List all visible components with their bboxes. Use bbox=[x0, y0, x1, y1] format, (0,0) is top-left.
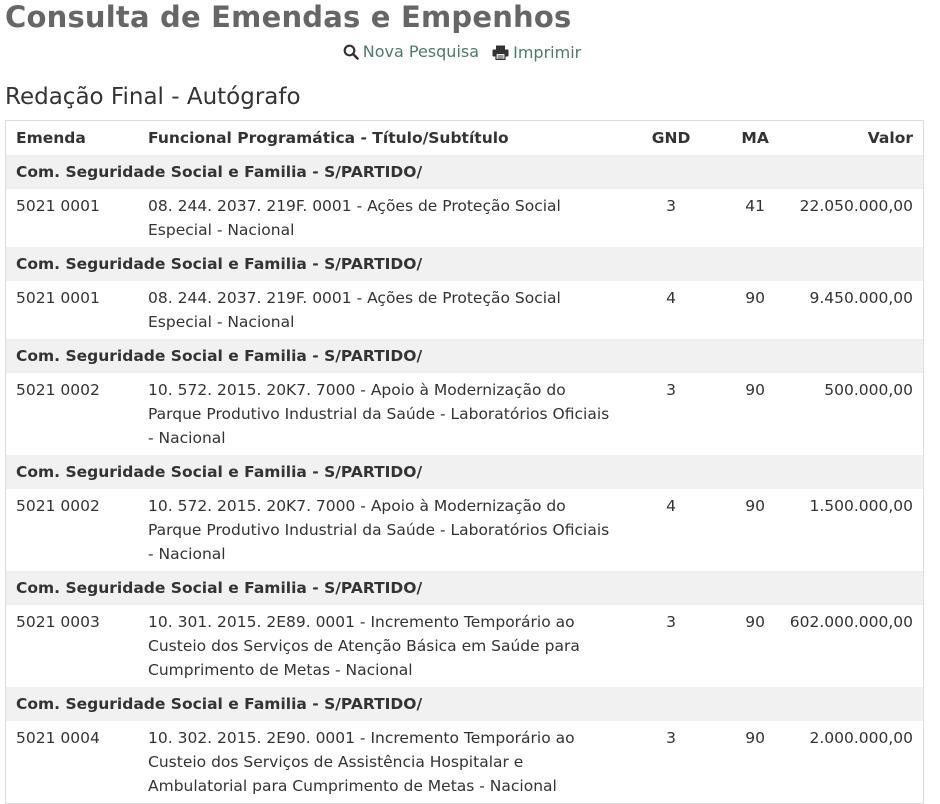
cell-valor: 1.500.000,00 bbox=[809, 497, 913, 515]
group-label: Com. Seguridade Social e Familia - S/PARTIDO/ bbox=[6, 455, 923, 489]
cell-valor: 22.050.000,00 bbox=[799, 197, 913, 215]
action-links bbox=[0, 42, 924, 64]
group-row bbox=[6, 155, 923, 189]
cell-funcional: 08. 244. 2037. 219F. 0001 - Ações de Proteção Social Especial - Nacional bbox=[148, 197, 561, 239]
group-row bbox=[6, 571, 923, 605]
header-emenda: Emenda bbox=[16, 129, 86, 147]
cell-funcional: 10. 572. 2015. 20K7. 7000 - Apoio à Modernização do Parque Produtivo Industrial da Saúde - Laboratórios Oficiais - Nacional bbox=[148, 497, 610, 563]
emendas-table-container bbox=[5, 120, 924, 804]
cell-valor: 500.000,00 bbox=[824, 381, 913, 399]
cell-ma: 90 bbox=[745, 289, 765, 307]
cell-emenda: 5021 0004 bbox=[16, 729, 100, 747]
table-header-row bbox=[6, 121, 923, 155]
table-row bbox=[6, 721, 923, 803]
group-label: Com. Seguridade Social e Familia - S/PARTIDO/ bbox=[6, 339, 923, 373]
cell-gnd: 3 bbox=[666, 613, 677, 631]
cell-emenda: 5021 0003 bbox=[16, 613, 100, 631]
group-row bbox=[6, 455, 923, 489]
emendas-table bbox=[6, 121, 923, 803]
group-row bbox=[6, 247, 923, 281]
group-label: Com. Seguridade Social e Familia - S/PARTIDO/ bbox=[6, 571, 923, 605]
cell-emenda: 5021 0001 bbox=[16, 289, 100, 307]
group-row bbox=[6, 339, 923, 373]
cell-funcional: 10. 301. 2015. 2E89. 0001 - Incremento Temporário ao Custeio dos Serviços de Atenção Básica em Saúde para Cumprimento de Metas - Nacional bbox=[148, 613, 580, 679]
section-title: Redação Final - Autógrafo bbox=[5, 84, 301, 110]
cell-valor: 9.450.000,00 bbox=[809, 289, 913, 307]
table-row bbox=[6, 373, 923, 455]
group-label: Com. Seguridade Social e Familia - S/PARTIDO/ bbox=[6, 155, 923, 189]
table-row bbox=[6, 605, 923, 687]
print-label: Imprimir bbox=[513, 42, 582, 62]
cell-gnd: 3 bbox=[666, 729, 677, 747]
cell-funcional: 10. 572. 2015. 20K7. 7000 - Apoio à Modernização do Parque Produtivo Industrial da Saúde - Laboratórios Oficiais - Nacional bbox=[148, 381, 610, 447]
group-label: Com. Seguridade Social e Familia - S/PARTIDO/ bbox=[6, 247, 923, 281]
header-valor: Valor bbox=[867, 129, 913, 147]
cell-ma: 90 bbox=[745, 729, 765, 747]
search-icon bbox=[343, 44, 359, 60]
cell-ma: 90 bbox=[745, 497, 765, 515]
page-title: Consulta de Emendas e Empenhos bbox=[5, 0, 572, 34]
group-row bbox=[6, 687, 923, 721]
cell-funcional: 10. 302. 2015. 2E90. 0001 - Incremento Temporário ao Custeio dos Serviços de Assistência Hospitalar e Ambulatorial para Cumprimento de Metas - Nacional bbox=[148, 729, 575, 795]
cell-gnd: 4 bbox=[666, 289, 677, 307]
cell-valor: 2.000.000,00 bbox=[809, 729, 913, 747]
new-search-link[interactable] bbox=[343, 42, 479, 61]
cell-funcional: 08. 244. 2037. 219F. 0001 - Ações de Proteção Social Especial - Nacional bbox=[148, 289, 561, 331]
cell-emenda: 5021 0002 bbox=[16, 497, 100, 515]
cell-ma: 41 bbox=[745, 197, 765, 215]
printer-icon bbox=[492, 45, 509, 60]
cell-ma: 90 bbox=[745, 381, 765, 399]
table-row bbox=[6, 189, 923, 247]
header-funcional: Funcional Programática - Título/Subtítulo bbox=[148, 129, 509, 147]
header-ma: MA bbox=[741, 129, 769, 147]
cell-emenda: 5021 0002 bbox=[16, 381, 100, 399]
new-search-label: Nova Pesquisa bbox=[362, 42, 480, 61]
group-label: Com. Seguridade Social e Familia - S/PARTIDO/ bbox=[6, 687, 923, 721]
cell-gnd: 3 bbox=[666, 197, 677, 215]
cell-emenda: 5021 0001 bbox=[16, 197, 100, 215]
header-gnd: GND bbox=[651, 129, 691, 147]
cell-gnd: 4 bbox=[666, 497, 677, 515]
cell-gnd: 3 bbox=[666, 381, 677, 399]
print-link[interactable] bbox=[492, 43, 581, 62]
cell-valor: 602.000.000,00 bbox=[789, 613, 913, 631]
cell-ma: 90 bbox=[745, 613, 765, 631]
table-row bbox=[6, 281, 923, 339]
table-row bbox=[6, 489, 923, 571]
